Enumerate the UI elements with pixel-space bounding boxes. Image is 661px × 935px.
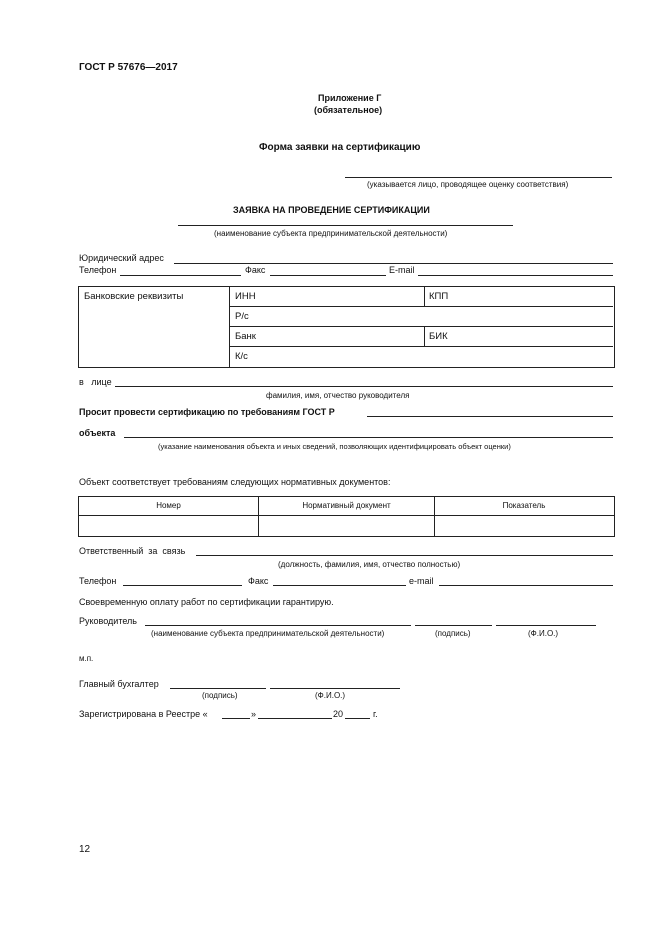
standard-number: ГОСТ Р 57676—2017 (79, 62, 178, 73)
representative-field[interactable] (115, 386, 613, 387)
responsible-label: Ответственный за связь (79, 546, 186, 556)
assessor-line[interactable] (345, 177, 612, 178)
stamp-label: м.п. (79, 654, 94, 663)
legal-address-label: Юридический адрес (79, 253, 164, 263)
representative-label: в лице (79, 377, 112, 387)
request-text: Просит провести сертификацию по требованиям ГОСТ Р (79, 407, 335, 417)
head-signature-note: (подпись) (435, 629, 471, 638)
registry-text-mid: » (251, 709, 257, 719)
account-label: Р/с (235, 311, 249, 322)
accountant-label: Главный бухгалтер (79, 679, 159, 689)
head-entity-note: (наименование субъекта предпринимательской деятельности) (151, 629, 385, 638)
standard-field[interactable] (367, 416, 613, 417)
entity-note: (наименование субъекта предпринимательской деятельности) (214, 229, 448, 238)
payment-guarantee: Своевременную оплату работ по сертификации гарантирую. (79, 597, 334, 607)
head-entity-field[interactable] (145, 625, 411, 626)
appendix-note: (обязательное) (314, 105, 383, 115)
compliance-text: Объект соответствует требованиям следующих нормативных документов: (79, 477, 391, 487)
main-title: ЗАЯВКА НА ПРОВЕДЕНИЕ СЕРТИФИКАЦИИ (233, 205, 430, 215)
responsible-field[interactable] (196, 555, 613, 556)
legal-address-field[interactable] (174, 263, 613, 264)
accountant-signature-field[interactable] (170, 688, 266, 689)
head-name-field[interactable] (496, 625, 596, 626)
bank-details-label: Банковские реквизиты (84, 291, 184, 302)
accountant-name-field[interactable] (270, 688, 400, 689)
object-note: (указание наименования объекта и иных сведений, позволяющих идентифицировать объект оценки) (158, 442, 511, 451)
fax-label: Факс (245, 265, 266, 275)
object-label: объекта (79, 428, 116, 438)
registry-year-suffix: г. (373, 709, 378, 719)
phone-label: Телефон (79, 265, 117, 275)
accountant-signature-note: (подпись) (202, 691, 238, 700)
email-field[interactable] (418, 275, 613, 276)
registry-day-field[interactable] (222, 718, 250, 719)
responsible-fax-label: Факс (248, 576, 269, 586)
responsible-phone-field[interactable] (123, 585, 242, 586)
page-number: 12 (79, 844, 91, 855)
cell-indicator[interactable] (435, 516, 613, 535)
head-label: Руководитель (79, 616, 137, 626)
head-name-note: (Ф.И.О.) (528, 629, 559, 638)
registry-text-start: Зарегистрирована в Реестре « (79, 709, 208, 719)
corr-account-label: К/с (235, 351, 248, 362)
appendix-label: Приложение Г (318, 93, 382, 103)
kpp-label: КПП (429, 291, 449, 302)
responsible-email-field[interactable] (439, 585, 613, 586)
fax-field[interactable] (270, 275, 386, 276)
registry-year-field[interactable] (345, 718, 370, 719)
responsible-fax-field[interactable] (273, 585, 406, 586)
responsible-phone-label: Телефон (79, 576, 117, 586)
bik-label: БИК (429, 331, 448, 342)
column-header-number: Номер (156, 501, 181, 510)
head-signature-field[interactable] (415, 625, 492, 626)
representative-note: фамилия, имя, отчество руководителя (266, 391, 410, 400)
phone-field[interactable] (120, 275, 241, 276)
email-label: E-mail (389, 265, 415, 275)
object-field[interactable] (124, 437, 613, 438)
bank-label: Банк (235, 331, 256, 342)
assessor-note: (указывается лицо, проводящее оценку соответствия) (367, 180, 569, 189)
registry-month-field[interactable] (258, 718, 332, 719)
column-header-document: Нормативный документ (302, 501, 391, 510)
responsible-email-label: e-mail (409, 576, 434, 586)
inn-label: ИНН (235, 291, 256, 302)
registry-year-prefix: 20 (333, 709, 344, 719)
form-title: Форма заявки на сертификацию (259, 142, 421, 153)
entity-line[interactable] (178, 225, 513, 226)
column-header-indicator: Показатель (502, 501, 546, 510)
responsible-note: (должность, фамилия, имя, отчество полностью) (278, 560, 461, 569)
cell-document[interactable] (259, 516, 434, 535)
accountant-name-note: (Ф.И.О.) (315, 691, 346, 700)
cell-number[interactable] (79, 516, 258, 535)
